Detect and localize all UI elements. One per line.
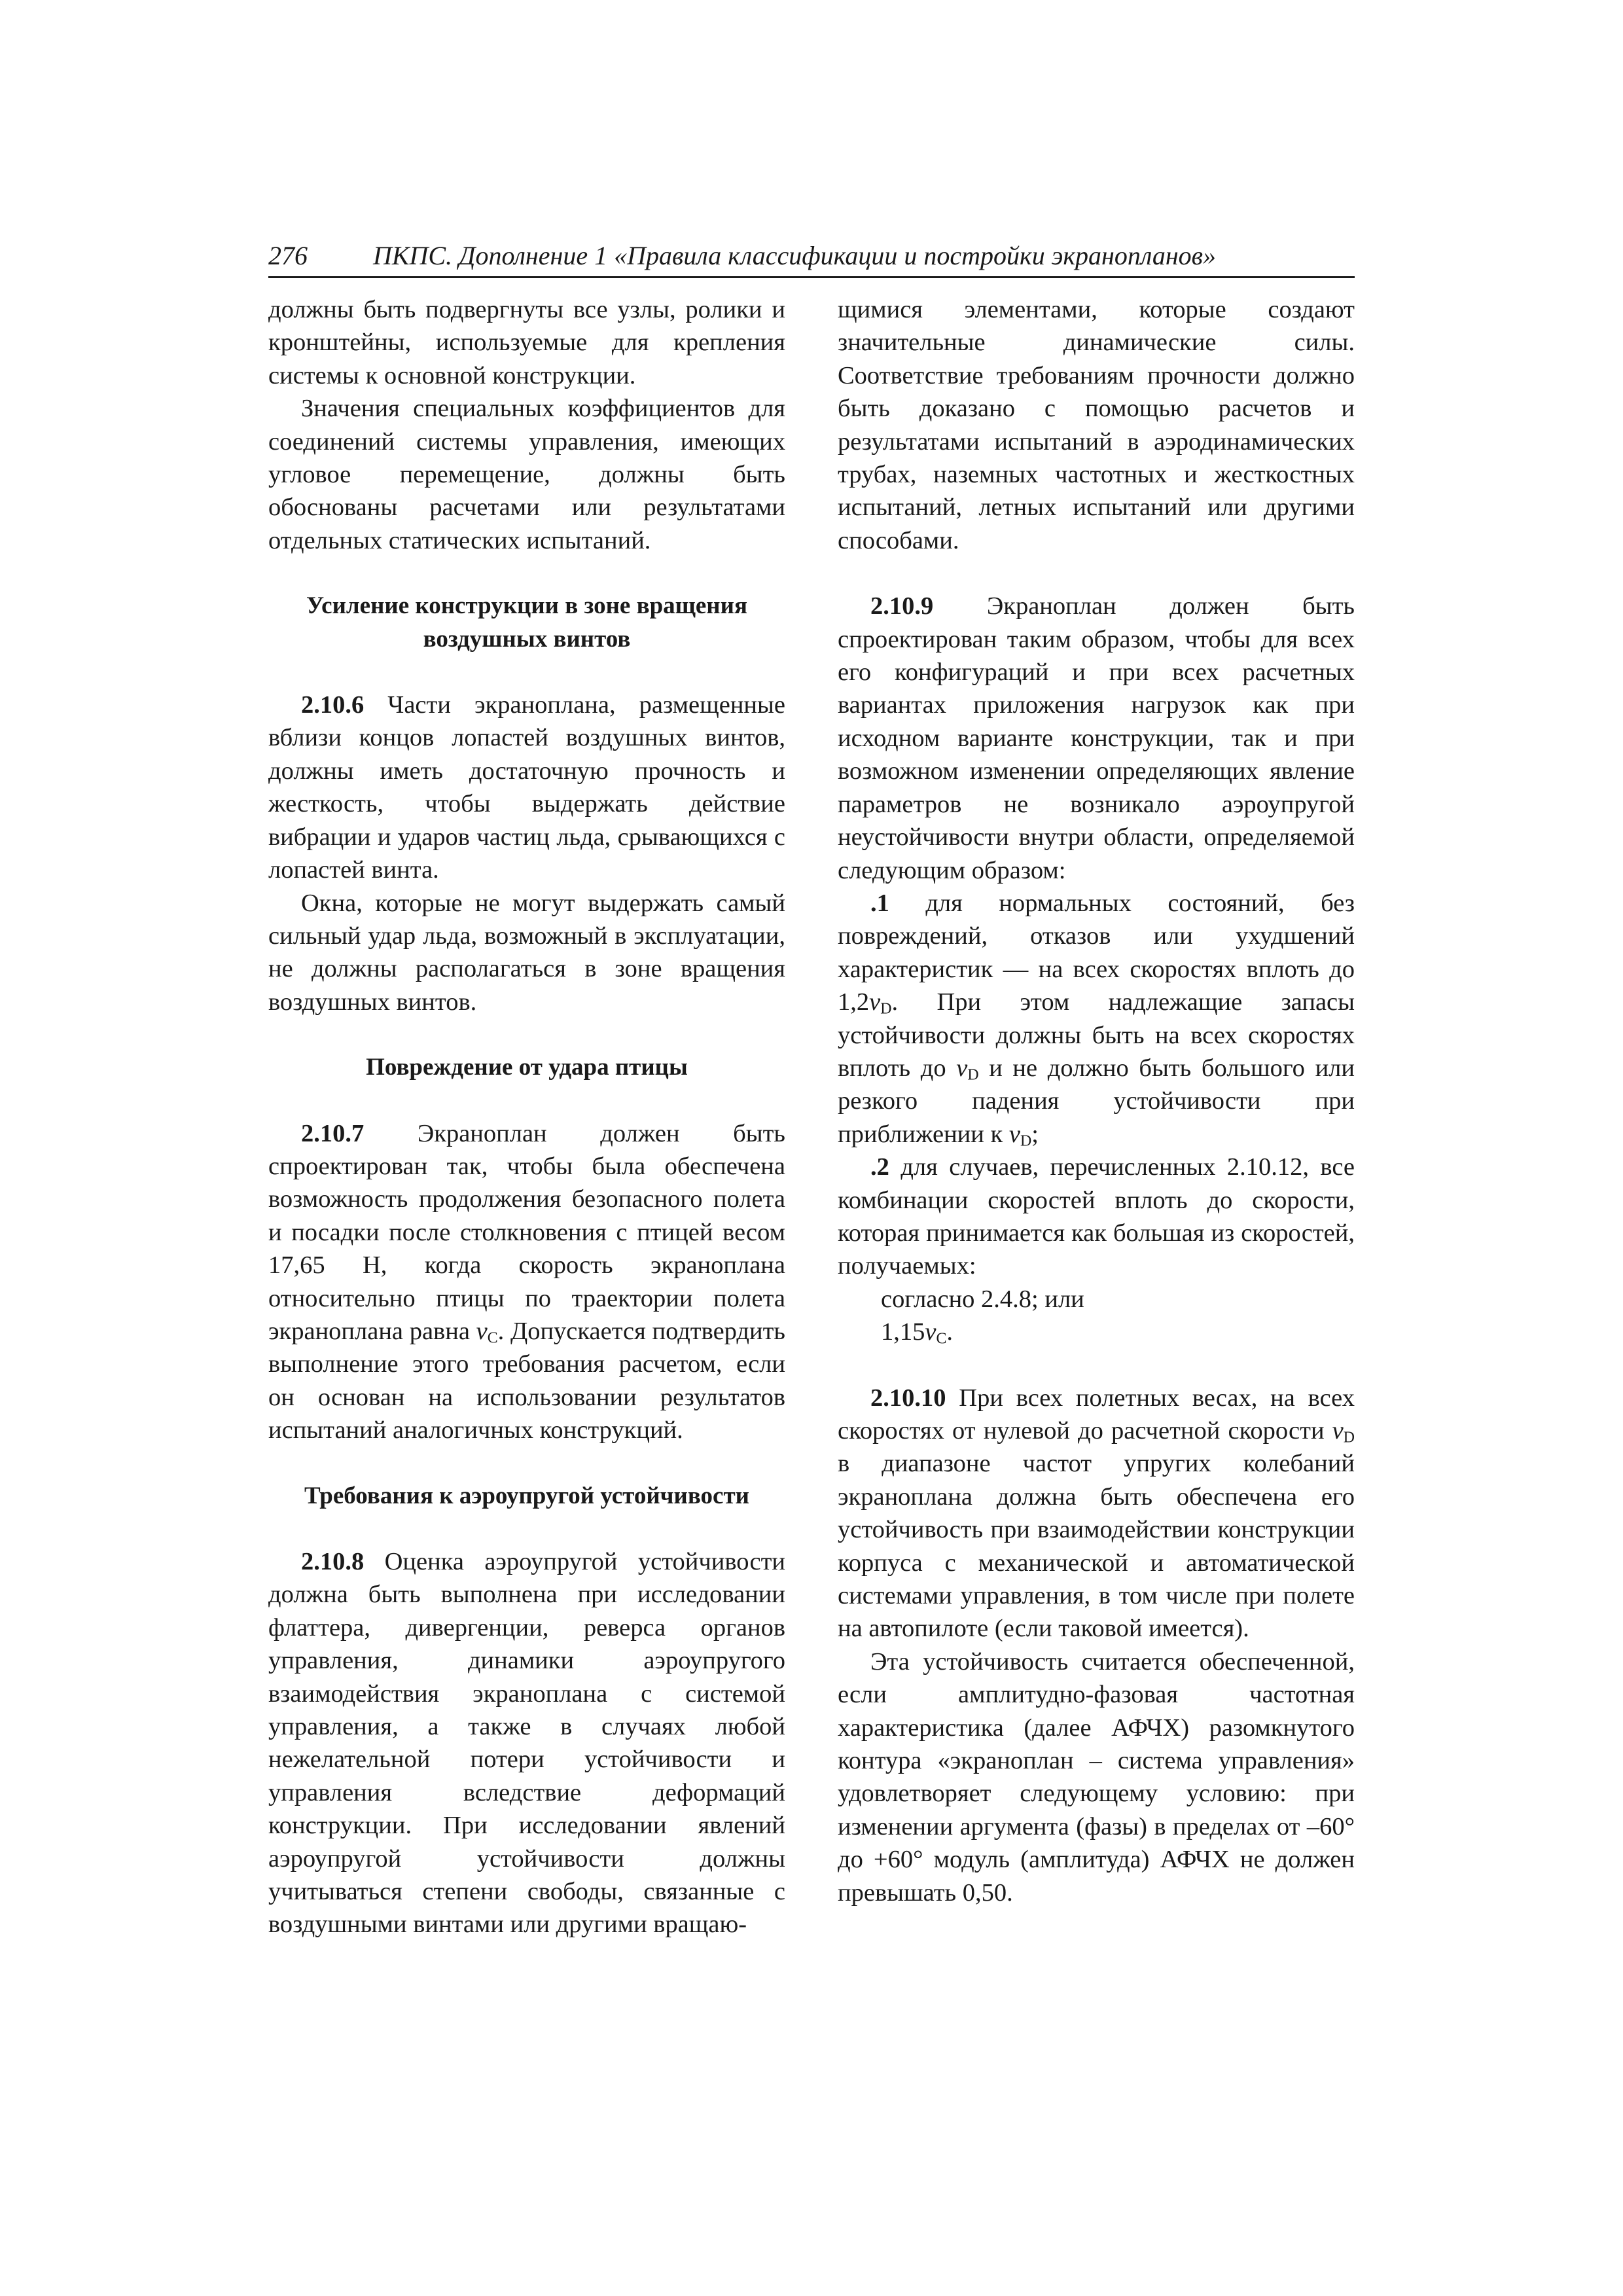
section-heading-bird-strike: Повреждение от удара птицы xyxy=(366,1054,688,1081)
subscript: C xyxy=(487,1329,498,1347)
subscript: D xyxy=(967,1066,979,1084)
variable: v xyxy=(925,1318,936,1346)
variable: v xyxy=(869,988,881,1016)
formula-line-2 xyxy=(838,1316,1355,1348)
subscript: D xyxy=(880,1000,892,1018)
list-item-1 xyxy=(838,887,1355,1151)
item-number: .1 xyxy=(870,889,889,917)
clause-text: Экраноплан должен быть спроектирован таким образом, чтобы для всех его конфигураций и при всех расчетных вариантах приложения нагрузок как при исходном варианте конструкции, так и при возможном изменении определяющих явление параметров не возникало аэроупругой неустойчивости внутри области, определяемой следующим образом: xyxy=(838,592,1355,884)
formula-text: 1,15 xyxy=(881,1318,925,1346)
item-text: и не должно быть большого или резкого падения устойчивости при приближении к xyxy=(838,1054,1355,1148)
paragraph-afchh: Эта устойчивость считается обеспеченной, если амплитудно-фазовая частотная характеристика (далее АФЧХ) разомкнутого контура «экраноплан – система управления» удовлетворяет следующему условию: при изменении аргумента (фазы) в пределах от –60° до +60° модуль (амплитуда) АФЧХ не должен превышать 0,50. xyxy=(838,1647,1355,1907)
formula-line-1: согласно 2.4.8; или xyxy=(881,1285,1084,1313)
variable: v xyxy=(956,1054,968,1082)
item-text: для случаев, перечисленных 2.10.12, все комбинации скоростей вплоть до скорости, которая принимается как большая из скоростей, получаемых: xyxy=(838,1153,1355,1280)
clause-text: . Допускается подтвердить выполнение этого требования расчетом, если он основан на использовании результатов испытаний аналогичных конструкций. xyxy=(268,1317,785,1444)
variable: v xyxy=(1332,1417,1344,1444)
paragraph-special-coefficients: Значения специальных коэффициентов для соединений системы управления, имеющих угловое перемещение, должны быть обоснованы расчетами или результатами отдельных статических испытаний. xyxy=(268,395,785,554)
item-text: ; xyxy=(1031,1120,1039,1148)
clause-number: 2.10.7 xyxy=(301,1119,365,1147)
subscript: D xyxy=(1020,1132,1032,1149)
section-heading-aeroelastic: Требования к аэроупругой устойчивости xyxy=(304,1482,749,1509)
subscript: C xyxy=(936,1330,947,1348)
clause-number: 2.10.8 xyxy=(301,1548,365,1575)
page-number: 276 xyxy=(268,241,308,270)
paragraph-2-10-6 xyxy=(268,689,785,886)
paragraph-2-10-8 xyxy=(268,1545,785,1941)
clause-number: 2.10.9 xyxy=(870,592,934,620)
clause-text: Части экраноплана, размещенные вблизи концов лопастей воздушных винтов, должны иметь достаточную прочность и жесткость, чтобы выдержать действие вибрации и ударов частиц льда, срывающихся с лопастей винта. xyxy=(268,691,785,884)
clause-text: Экраноплан должен быть спроектирован так, чтобы была обеспечена возможность продолжения безопасного полета и посадки после столкновения с птицей весом 17,65 Н, когда скорость экраноплана относительно птицы по траектории полета экраноплана равна xyxy=(268,1119,785,1345)
variable: v xyxy=(476,1317,488,1345)
paragraph-2-10-7 xyxy=(268,1117,785,1447)
paragraph-continued: должны быть подвергнуты все узлы, ролики и кронштейны, используемые для крепления системы к основной конструкции. xyxy=(268,296,785,389)
variable: v xyxy=(1008,1120,1020,1148)
paragraph-2-10-10 xyxy=(838,1382,1355,1645)
item-number: .2 xyxy=(870,1153,889,1181)
item-text: . При этом надлежащие запасы устойчивости должны быть на всех скоростях вплоть до xyxy=(838,988,1355,1082)
left-column xyxy=(268,293,785,1941)
formula-text: . xyxy=(946,1318,954,1346)
clause-text: При всех полетных весах, на всех скоростях от нулевой до расчетной скорости xyxy=(838,1384,1355,1444)
clause-number: 2.10.10 xyxy=(870,1384,946,1412)
paragraph-windows: Окна, которые не могут выдержать самый сильный удар льда, возможный в эксплуатации, не должны располагаться в зоне вращения воздушных винтов. xyxy=(268,889,785,1016)
paragraph-2-10-9 xyxy=(838,590,1355,887)
section-heading-propeller-zone: Усиление конструкции в зоне вращения воздушных винтов xyxy=(306,592,747,653)
subscript: D xyxy=(1343,1429,1355,1446)
running-title: ПКПС. Дополнение 1 «Правила классификации и постройки экранопланов» xyxy=(373,241,1217,270)
clause-number: 2.10.6 xyxy=(301,691,365,719)
running-head xyxy=(268,236,1355,278)
right-column xyxy=(838,293,1355,1909)
list-item-2 xyxy=(838,1151,1355,1283)
clause-text: Оценка аэроупругой устойчивости должна быть выполнена при исследовании флаттера, дивергенции, реверса органов управления, динамики аэроупругого взаимодействия экраноплана с системой управления, а также в случаях любой нежелательной потери устойчивости и управления вследствие деформаций конструкции. При исследовании явлений аэроупругой устойчивости должны учитываться степени свободы, связанные с воздушными винтами или другими вращаю- xyxy=(268,1548,785,1939)
paragraph-continued: щимися элементами, которые создают значительные динамические силы. Соответствие требованиям прочности должно быть доказано с помощью расчетов и результатами испытаний в аэродинамических трубах, наземных частотных и жесткостных испытаний, летных испытаний или другими способами. xyxy=(838,296,1355,554)
clause-text: в диапазоне частот упругих колебаний экраноплана должна быть обеспечена его устойчивость при взаимодействии конструкции корпуса с механической и автоматической системами управления, в том числе при полете на автопилоте (если таковой имеется). xyxy=(838,1450,1355,1643)
item-text: для нормальных состояний, без повреждений, отказов или ухудшений характеристик — на всех скоростях вплоть до 1,2 xyxy=(838,889,1355,1016)
